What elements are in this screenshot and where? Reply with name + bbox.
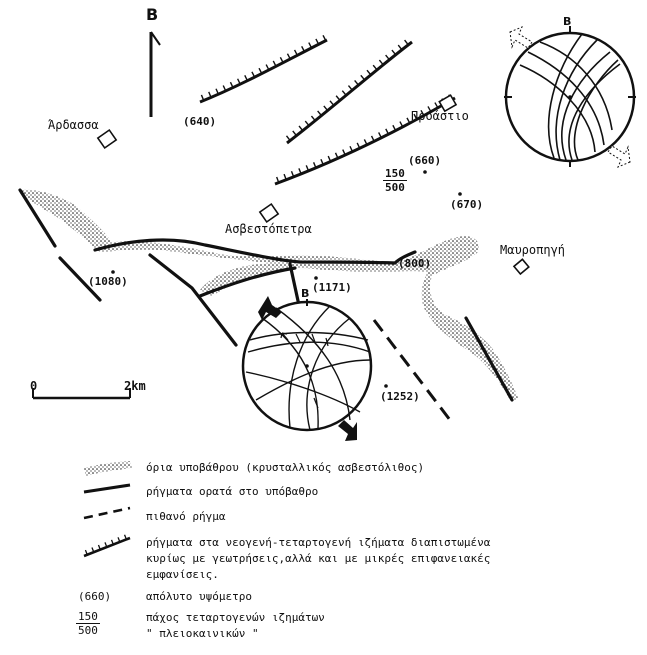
thickness-on-map: [383, 167, 407, 194]
fault-tick: [367, 70, 371, 75]
compression-arrow-se: [338, 420, 357, 441]
fault-tick: [373, 65, 377, 70]
legend-elevation-text: απόλυτο υψόμετρο: [146, 590, 252, 603]
legend-probable-fault-symbol: [84, 508, 130, 518]
north-label: B: [146, 5, 159, 24]
legend-thickness-num: 150: [78, 610, 98, 623]
scale-zero: 0: [30, 379, 38, 393]
place-proastio: Προάστιο: [411, 109, 469, 123]
fault-tick: [392, 50, 396, 55]
north-arrow: [151, 32, 160, 117]
stereonet-bottom: [243, 296, 371, 441]
fault-tick: [286, 136, 290, 141]
legend-sediment-fault-symbol: [84, 538, 130, 556]
legend-basement-boundary: όρια υποβάθρου (κρυσταλλικός ασβεστόλιθος): [146, 461, 425, 474]
fault-tick: [336, 96, 340, 101]
fault-tick: [299, 126, 303, 131]
place-ardassa: Άρδασσα: [48, 118, 99, 132]
fault-tick: [318, 111, 322, 116]
elevation-1171: (1171): [312, 281, 352, 294]
legend-sediment-faults-3: εμφανίσεις.: [146, 568, 219, 581]
legend-symbols: [84, 461, 132, 556]
fault-tick: [311, 116, 315, 121]
legend-thickness-1: πάχος τεταρτογενών ιζημάτων: [146, 611, 325, 624]
thickness-on-map-den: 500: [385, 181, 405, 194]
asvestopetra-marker: [260, 204, 278, 222]
place-mavropigi: Μαυροπηγή: [500, 243, 566, 257]
legend-thickness-fraction: [76, 610, 100, 637]
fault-tick: [348, 86, 352, 91]
fault-tick: [355, 80, 359, 85]
elevation-670: (670): [450, 198, 484, 211]
mavropigi-marker: [514, 259, 529, 274]
fault-tick: [361, 75, 365, 80]
extension-arrow-se: [608, 146, 630, 167]
scale-end: 2km: [124, 379, 146, 393]
elevation-660: (660): [408, 154, 442, 167]
legend-sediment-faults-1: ρήγματα στα νεογενή-τεταρτογενή ιζήματα διαπιστωμένα: [146, 536, 491, 549]
fault-tick: [386, 55, 390, 60]
legend-basement-symbol: [84, 461, 132, 476]
fault-tick: [342, 91, 346, 96]
legend-elevation-sample: (660): [78, 590, 112, 603]
fault-tick: [405, 40, 409, 45]
legend-probable-fault: πιθανό ρήγμα: [146, 510, 226, 523]
stereonet-bottom-north: B: [301, 287, 310, 300]
elevation-800: (800): [398, 257, 432, 270]
stereonet-top-north: B: [563, 15, 572, 28]
legend-thickness-den: 500: [78, 624, 98, 637]
scale-bar: [33, 388, 130, 398]
legend-visible-faults: ρήγματα ορατά στο υπόβαθρο: [146, 485, 319, 498]
ardassa-marker: [98, 130, 116, 148]
legend-visible-fault-symbol: [84, 485, 130, 492]
fault-tick: [398, 45, 402, 50]
stereonet-top: [504, 26, 636, 167]
legend-thickness-2: " πλειοκαινικών ": [146, 627, 259, 640]
probable-fault: [374, 320, 450, 420]
elevation-1080: (1080): [88, 275, 128, 288]
fault-tick: [330, 101, 334, 106]
fault-tick: [324, 106, 328, 111]
elevation-640: (640): [183, 115, 217, 128]
extension-arrow-nw: [510, 27, 532, 48]
fault-tick: [305, 121, 309, 126]
elevation-1252: (1252): [380, 390, 420, 403]
fault-tick: [379, 60, 383, 65]
place-asvestopetra: Ασβεστόπετρα: [225, 222, 312, 236]
fault-tick: [293, 131, 297, 136]
thickness-on-map-num: 150: [385, 167, 405, 180]
legend-sediment-faults-2: κυρίως με γεωτρήσεις,αλλά και με μικρές επιφανειακές: [146, 552, 491, 565]
